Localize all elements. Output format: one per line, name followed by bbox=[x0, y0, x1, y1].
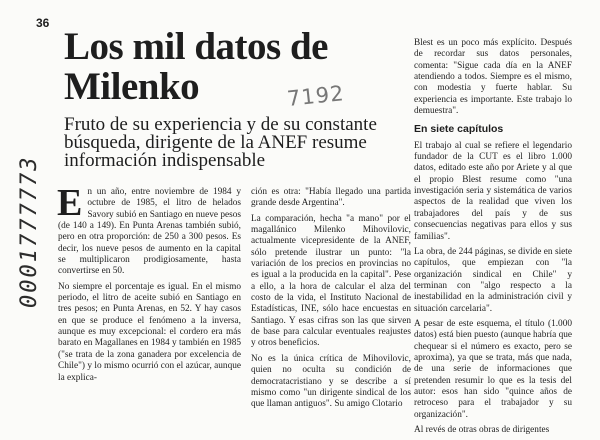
side-code: 0001777773 bbox=[17, 155, 42, 308]
paragraph: A pesar de este esquema, el título (1.000 datos) está bien puesto (aunque habría que chequear si el número es exacto, pero se aproxima), ya que se trata, más que nada, de una serie de informaciones que pretenden resumir lo que es la tesis del autor: esos han sido "quince años de retroceso para el trabajador y su organización". bbox=[414, 318, 572, 420]
section-heading: En siete capítulos bbox=[414, 123, 504, 136]
page-number: 36 bbox=[36, 16, 50, 30]
paragraph: La comparación, hecha "a mano" por el magallánico Milenko Mihovilovic, actualmente vicepresidente de la ANEF, sólo pretende ilustrar un punto: "la variación de los precios en provincias no es igual a la producida en la capital". Pese a ello, a la hora de calcular el alza del costo de la vida, el Instituto Nacional de Estadísticas, INE, sólo hace encuestas en Santiago. Y esas cifras son las que sirven de base para calcular eventuales reajustes y otros beneficios. bbox=[251, 213, 411, 349]
subtitle: Fruto de su experiencia y de su constante búsqueda, dirigente de la ANEF resume información indispensable bbox=[64, 114, 377, 171]
paragraph: ción es otra: "Había llegado una partida grande desde Argentina". bbox=[251, 187, 411, 209]
paragraph-text: n un año, entre noviembre de 1984 y octubre de 1985, el litro de helados Savory subió en Santiago en nueve pesos (de 140 a 149). En Punta Arenas también subió, pero en otra proporción: de 250 a 300 pesos. Es decir, los nueve pesos de aumento en la capital se multiplicaron prodigiosamente, hasta convertirse en 50. bbox=[58, 187, 241, 277]
paragraph bbox=[57, 182, 241, 278]
paragraph: Blest es un poco más explícito. Después de recordar sus datos personales, comenta: "Sigue cada día en la ANEF atendiendo a todos. Siempre es el mismo, con modestia y fuerte hablar. Su experiencia es importante. Este trabajo lo demuestra". bbox=[414, 38, 572, 117]
article-column-2 bbox=[251, 187, 411, 415]
headline: Los mil datos de Milenko bbox=[64, 25, 328, 108]
paragraph: La obra, de 244 páginas, se divide en siete capítulos, que empiezan con "la organización sindical en Chile" y terminan con "algo respecto a la inestabilidad en la administración civil y situación carcelaria". bbox=[414, 246, 572, 314]
paragraph: No siempre el porcentaje es igual. En el mismo periodo, el litro de aceite subió en Santiago en tres pesos; en Punta Arenas, en 52. Y hay casos en que se produce el fenómeno a la inversa, aunque es muy excepcional: el cordero era más barato en Magallanes en 1984 y también en 1985 ("se trata de la zona ganadera por excelencia de Chile") y lo mismo ocurrió con el azúcar, aunque la explica- bbox=[58, 281, 241, 383]
article-column-3 bbox=[414, 38, 572, 440]
paragraph: No es la única crítica de Mihovilovic, quien no oculta su condición de democratacristiano y se describe a sí mismo como "un dirigente sindical de los que llaman antiguos". Su amigo Clotario bbox=[251, 353, 411, 410]
drop-cap: E bbox=[57, 182, 83, 224]
paragraph: Al revés de otras obras de dirigentes bbox=[414, 425, 550, 435]
paragraph: El trabajo al cual se refiere el legendario fundador de la CUT es el libro 1.000 datos, editado este año por Ariete y al que el propio Blest resume como "una investigación seria y sistemática de varios aspectos de la realidad que viven los trabajadores del país y de sus consecuencias negativas para ellos y sus familias". bbox=[414, 140, 572, 242]
article-column-1 bbox=[57, 182, 241, 388]
handwritten-note: 7192 bbox=[285, 81, 346, 111]
